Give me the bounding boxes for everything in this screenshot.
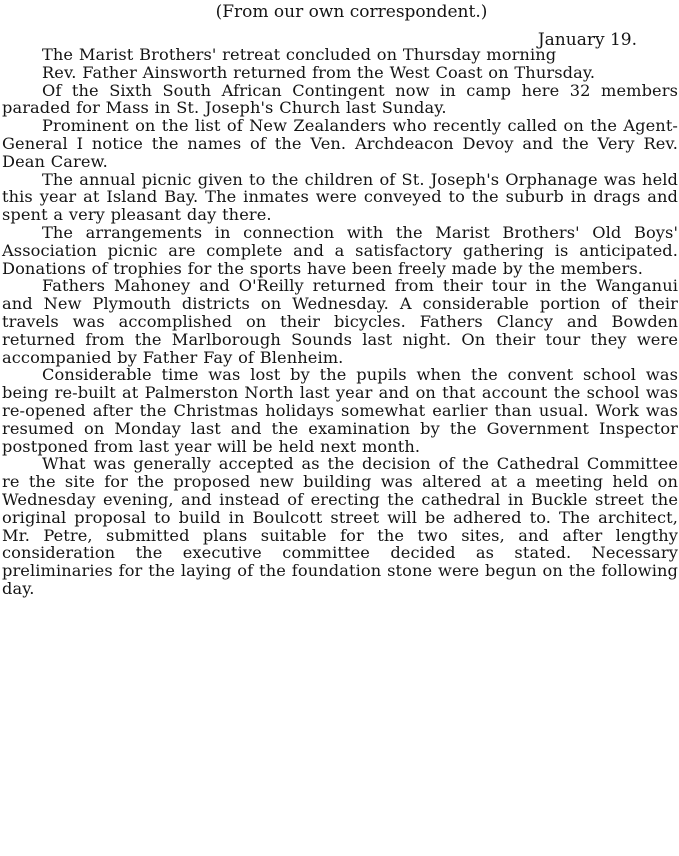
paragraph-fathers-tour: Fathers Mahoney and O'Reilly returned from their tour in the Wanganui and New Plymouth districts on Wednesday. A considerable portion of their travels was accomplished on their bicycles. Fathers Clancy and Bowden returned from the Marlborough Sounds last night. On their tour they were accompanied by Father Fay of Blenheim. [2,276,678,367]
byline: (From our own correspondent.) [215,2,488,22]
paragraph-old-boys-picnic: The arrangements in connection with the Marist Brothers' Old Boys' Association picnic are complete and a satisfactory gathering is anticipated. Donations of trophies for the sports have been freely made by the members. [2,222,678,278]
paragraph-retreat: The Marist Brothers' retreat concluded on Thursday morning [42,45,557,64]
paragraph-convent-school: Considerable time was lost by the pupils when the convent school was being re-built at Palmerston North last year and on that account the school was re-opened after the Christmas holidays somewhat earlier than usual. Work was resumed on Monday last and the examination by the Government Inspector postponed from last year will be held next month. [2,365,678,456]
paragraph-ainsworth: Rev. Father Ainsworth returned from the West Coast on Thursday. [42,62,596,82]
paragraph-cathedral: What was generally accepted as the decision of the Cathedral Committee re the site for the proposed new building was altered at a meeting held on Wednesday evening, and instead of erecting the cathedral in Buckle street the original proposal to build in Boulcott street will be adhered to. The architect, Mr. Petre, submitted plans suitable for the two sites, and after lengthy consideration the executive committee decided as stated. Necessary preliminaries for the laying of the foundation stone were begun on the following day. [2,454,678,598]
dateline: January 19. [537,30,637,50]
article-body [2,46,678,598]
paragraph-orphanage-picnic: The annual picnic given to the children of St. Joseph's Orphanage was held this year at Island Bay. The inmates were conveyed to the suburb in drags and spent a very pleasant day there. [2,169,678,225]
paragraph-contingent: Of the Sixth South African Contingent now in camp here 32 members paraded for Mass in St. Joseph's Church last Sunday. [2,80,678,118]
paragraph-agent-general: Prominent on the list of New Zealanders who recently called on the Agent-General I notice the names of the Ven. Archdeacon Devoy and the Very Rev. Dean Carew. [2,116,678,171]
